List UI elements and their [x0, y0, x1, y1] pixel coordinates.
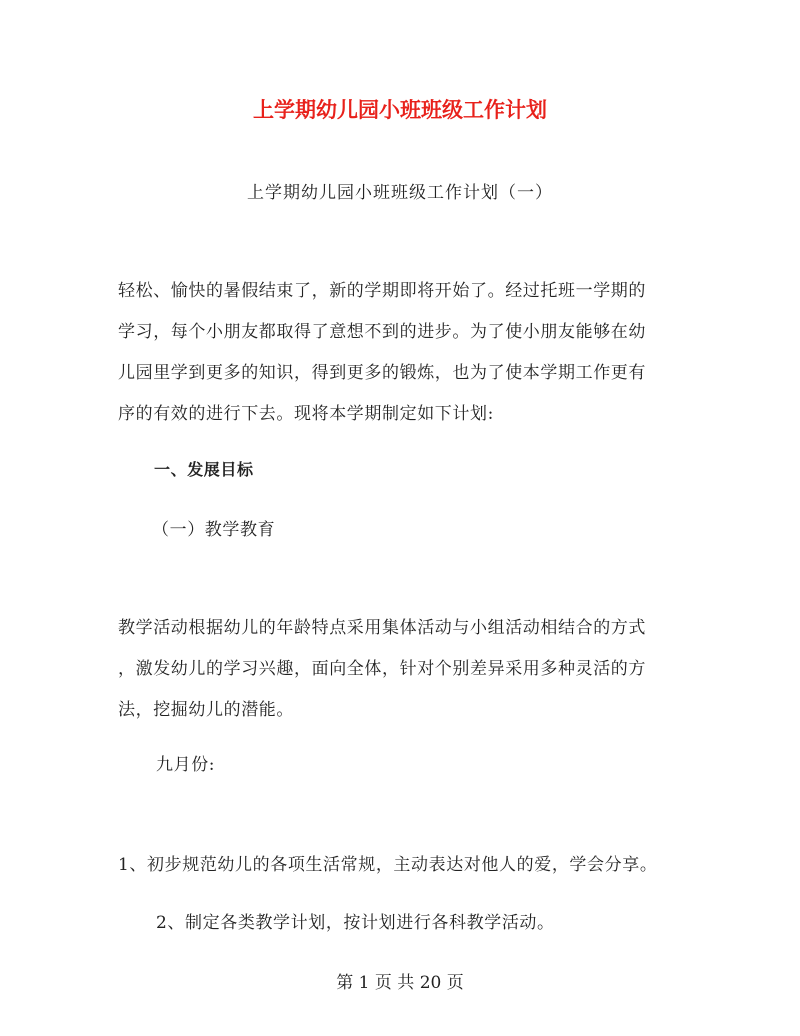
list-item: 2、制定各类教学计划，按计划进行各科教学活动。	[156, 913, 555, 933]
teaching-line: 教学活动根据幼儿的年龄特点采用集体活动与小组活动相结合的方式	[118, 618, 646, 638]
month-label: 九月份:	[156, 755, 216, 775]
intro-line: 学习，每个小朋友都取得了意想不到的进步。为了使小朋友能够在幼	[118, 322, 646, 342]
intro-line: 序的有效的进行下去。现将本学期制定如下计划:	[118, 404, 494, 424]
document-title: 上学期幼儿园小班班级工作计划	[253, 98, 547, 122]
subsection-heading: （一）教学教育	[152, 520, 276, 540]
intro-line: 儿园里学到更多的知识，得到更多的锻炼，也为了使本学期工作更有	[118, 363, 646, 383]
page-footer: 第 1 页 共 20 页	[336, 973, 464, 993]
section-heading: 一、发展目标	[154, 460, 254, 479]
teaching-line: ，激发幼儿的学习兴趣，面向全体，针对个别差异采用多种灵活的方	[118, 659, 646, 679]
list-item: 1、初步规范幼儿的各项生活常规，主动表达对他人的爱，学会分享。	[118, 855, 658, 875]
document-subtitle: 上学期幼儿园小班班级工作计划（一）	[247, 183, 553, 203]
intro-line: 轻松、愉快的暑假结束了，新的学期即将开始了。经过托班一学期的	[118, 281, 646, 301]
teaching-line: 法，挖掘幼儿的潜能。	[118, 700, 294, 720]
